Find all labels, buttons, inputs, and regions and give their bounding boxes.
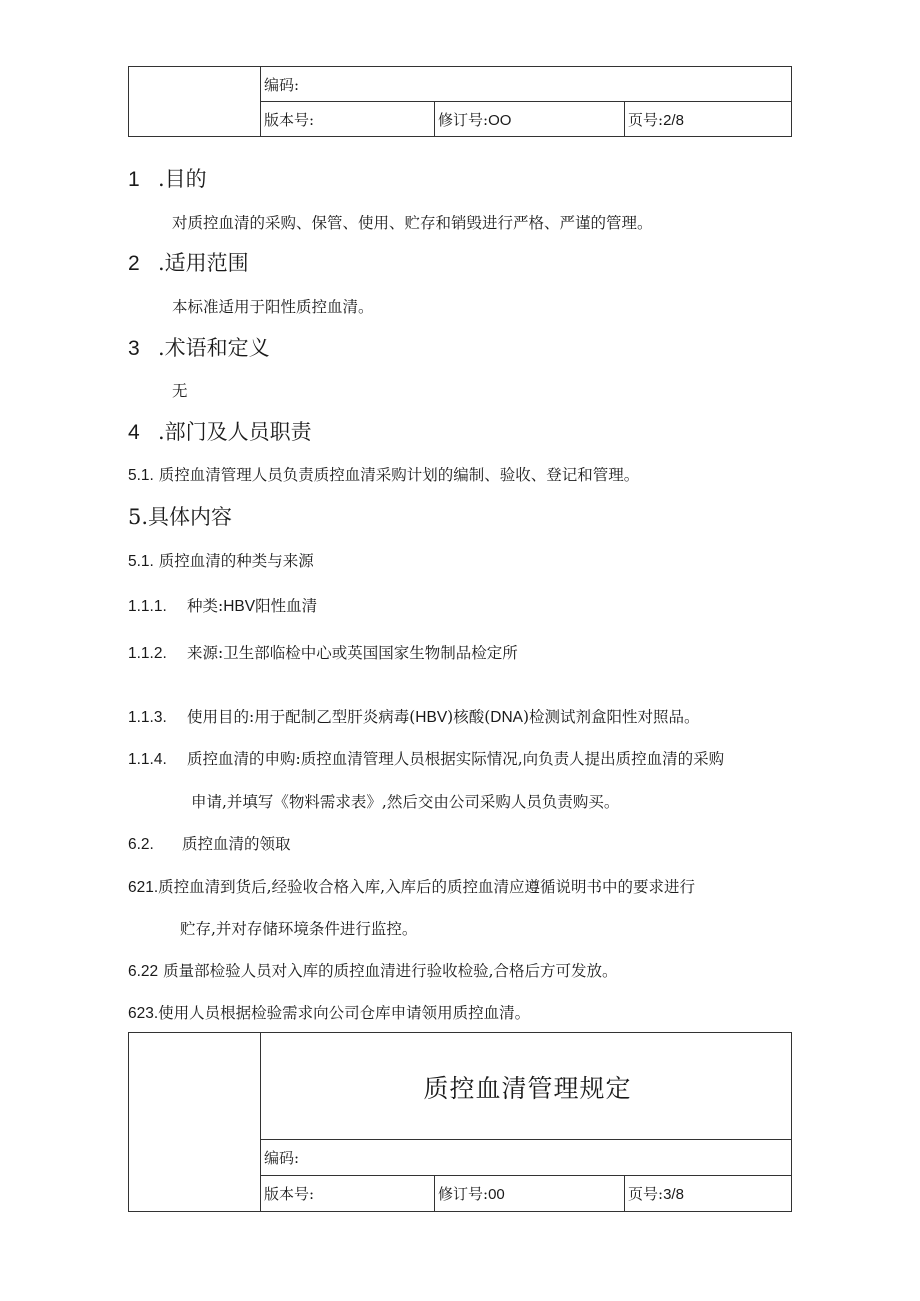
- item-6-2-2: 6.22 质量部检验人员对入库的质控血清进行验收检验,合格后方可发放。: [128, 962, 618, 980]
- version-label: 版本号:: [264, 110, 315, 129]
- logo-cell: [129, 67, 261, 137]
- section-3-heading: 3 .术语和定义: [128, 336, 270, 360]
- code-cell: [261, 1140, 792, 1176]
- revision-value: 00: [488, 1186, 505, 1203]
- item-6-2: 6.2. 质控血清的领取: [128, 835, 291, 853]
- page-cell: [625, 1176, 792, 1212]
- header-table-top: [128, 66, 792, 137]
- logo-cell: [129, 1033, 261, 1212]
- revision-cell: [435, 1176, 625, 1212]
- revision-label: 修订号:: [438, 110, 489, 129]
- section-4-heading: 4 .部门及人员职责: [128, 420, 312, 444]
- section-5-heading: 5.具体内容: [128, 505, 233, 529]
- item-6-2-1-cont: 贮存,并对存储环境条件进行监控。: [180, 920, 418, 938]
- section-1-heading: 1 .目的: [128, 167, 207, 191]
- section-3-body: 无: [172, 382, 188, 400]
- revision-value: OO: [488, 111, 512, 129]
- section-2-body: 本标准适用于阳性质控血清。: [172, 298, 374, 316]
- page-label: 页号:: [628, 110, 664, 129]
- item-1-1-2: 1.1.2. 来源:卫生部临检中心或英国国家生物制品检定所: [128, 644, 518, 662]
- section-2-heading: 2 .适用范围: [128, 251, 249, 275]
- item-1-1-4-cont: 申请,并填写《物料需求表》,然后交由公司采购人员负责购买。: [191, 793, 620, 811]
- item-5-1: 5.1. 质控血清的种类与来源: [128, 552, 314, 570]
- item-1-1-3: 1.1.3. 使用目的:用于配制乙型肝炎病毒(HBV)核酸(DNA)检测试剂盒阳性对照品。: [128, 708, 700, 726]
- version-cell: [261, 102, 435, 137]
- item-1-1-4: 1.1.4. 质控血清的申购:质控血清管理人员根据实际情况,向负责人提出质控血清的采购: [128, 750, 725, 768]
- section-4-item: 5.1. 质控血清管理人员负责质控血清采购计划的编制、验收、登记和管理。: [128, 466, 640, 484]
- version-cell: [261, 1176, 435, 1212]
- header-table-bottom: [128, 1032, 792, 1212]
- document-title: 质控血清管理规定: [261, 1033, 792, 1140]
- item-6-2-1: 621.质控血清到货后,经验收合格入库,入库后的质控血清应遵循说明书中的要求进行: [128, 878, 696, 896]
- revision-label: 修订号:: [438, 1185, 489, 1203]
- item-6-2-3: 623.使用人员根据检验需求向公司仓库申请领用质控血清。: [128, 1004, 531, 1022]
- code-label: 编码:: [264, 75, 300, 94]
- page-value: 3/8: [663, 1186, 684, 1203]
- revision-cell: [435, 102, 625, 137]
- section-1-body: 对质控血清的采购、保管、使用、贮存和销毁进行严格、严谨的管理。: [172, 214, 653, 232]
- code-cell: [261, 67, 792, 102]
- page-cell: [625, 102, 792, 137]
- item-1-1-1: 1.1.1. 种类:HBV阳性血清: [128, 597, 318, 615]
- code-label: 编码:: [264, 1149, 300, 1167]
- page-label: 页号:: [628, 1185, 664, 1203]
- version-label: 版本号:: [264, 1185, 315, 1203]
- page-value: 2/8: [663, 111, 684, 129]
